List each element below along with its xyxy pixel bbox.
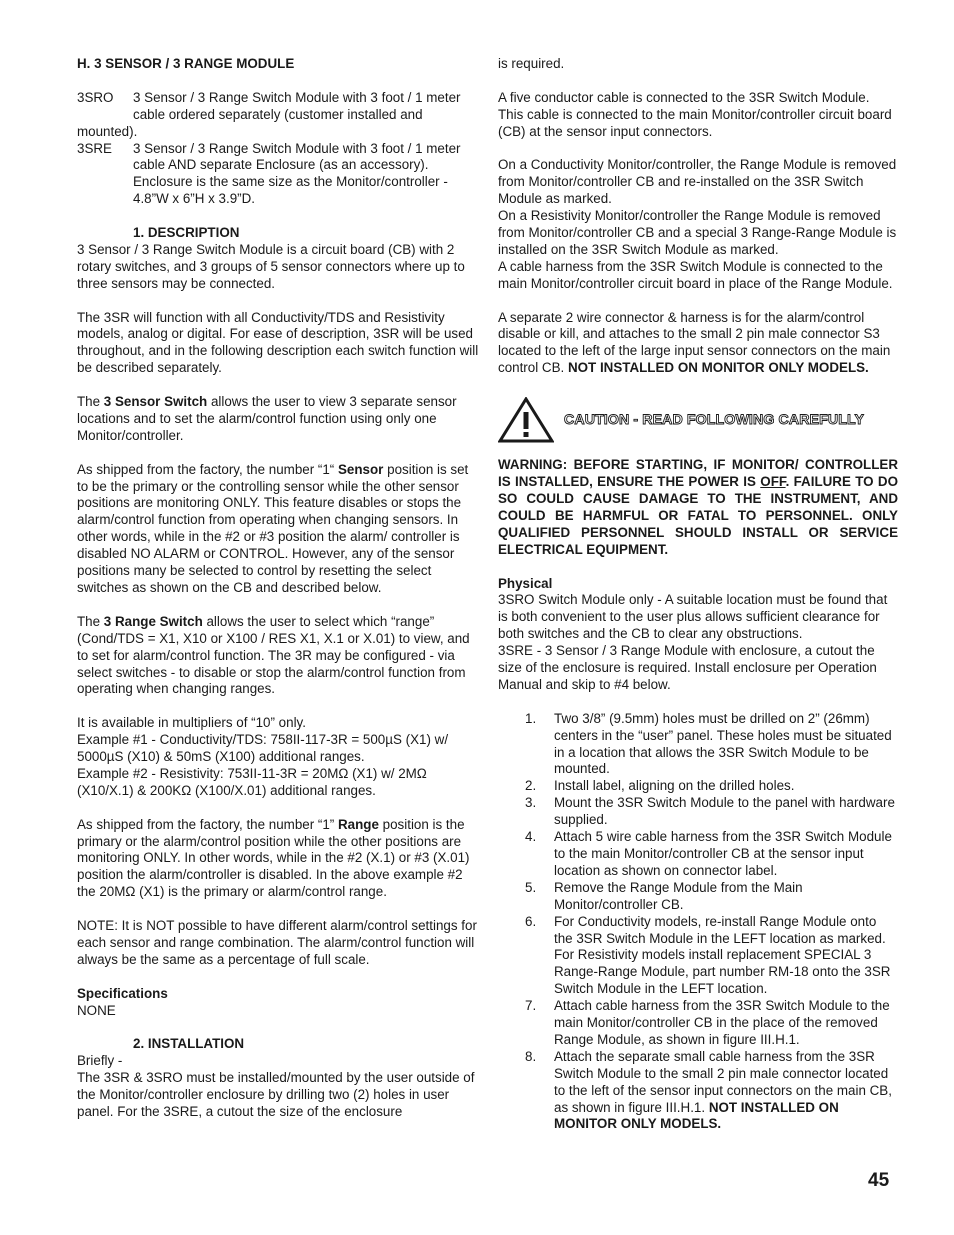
- specifications-value: NONE: [77, 1002, 116, 1018]
- sensor-term: Sensor: [338, 461, 384, 477]
- installation-briefly: Briefly -: [77, 1053, 123, 1069]
- installation-paragraph-continued: is required.: [498, 56, 565, 71]
- caution-title: CAUTION - READ FOLLOWING CAREFULLY: [564, 411, 865, 428]
- caution-banner: [498, 397, 898, 443]
- physical-paragraph-3sro: 3SRO Switch Module only - A suitable location must be found that is both convenient to the user plus allows sufficient clearance for both switches and the CB to clear any obstructions.: [498, 592, 888, 642]
- range-position-paragraph: As shipped from the factory, the number “1” Range position is the primary or the alarm/control position while the other positions are monitoring ONLY. In other words, while in the #2 (X.1) or #3 (X.01) position the alarm/controller is disabled. In the above example #2 the 20MΩ (X1) is the primary or alarm/control range.: [77, 816, 470, 900]
- harness-paragraph: A cable harness from the 3SR Switch Module is connected to the main Monitor/controller circuit board in place of the Range Module.: [498, 258, 893, 291]
- list-item: 7. Attach cable harness from the 3SR Switch Module to the main Monitor/controller CB in the place of the removed Range Module, as shown in figure III.H.1.: [525, 998, 890, 1047]
- off-emphasis: OFF: [760, 474, 786, 490]
- page-number: 45: [868, 1170, 890, 1191]
- model-description: 3 Sensor / 3 Range Switch Module with 3 foot / 1 meter cable ordered separately (customer installed and: [133, 89, 461, 122]
- section-title: H. 3 SENSOR / 3 RANGE MODULE: [77, 56, 295, 71]
- description-paragraph: 3 Sensor / 3 Range Switch Module is a circuit board (CB) with 2 rotary switches, and 3 groups of 5 sensor connectors where up to three sensors may be connected.: [77, 241, 465, 291]
- conductivity-paragraph: On a Conductivity Monitor/controller, the Range Module is removed from Monitor/controller CB and re-installed on the 3SR Switch Module as marked.: [498, 157, 897, 207]
- range-switch-paragraph: The 3 Range Switch allows the user to select which “range” (Cond/TDS = X1, X10 or X100 / RES X1, X.1 or X.01) to view, and to set for alarm/control function. The 3R may be configured - via select switches - to disable or stop the alarm/control function from operating when changing ranges.: [77, 613, 470, 697]
- alarm-connector-paragraph: A separate 2 wire connector & harness is for the alarm/control disable or kill, and attaches to the small 2 pin male connector S3 located to the left of the large input sensor connectors on the main control CB. NOT INSTALLED ON MONITOR ONLY MODELS.: [498, 309, 891, 376]
- resistivity-paragraph: On a Resistivity Monitor/controller the Range Module is removed from Monitor/controller CB and a special 3 Range-Range Module is installed on the 3SR Switch Module as marked.: [498, 208, 897, 257]
- multiplier-line: It is available in multipliers of “10” only.: [77, 715, 306, 731]
- sensor-position-paragraph: As shipped from the factory, the number “1“ Sensor position is set to be the primary or the controlling sensor while the other sensor positions are monitoring ONLY. This feature disables or stops the alarm/control function from operating when changing sensors. In other words, while in the #2 or #3 position the alarm/ controller is disabled NO ALARM or CONTROL. However, any of the sensor positions many be selected to control by resetting the select switches as shown on the CB and described below.: [77, 461, 469, 596]
- list-item: 4. Attach 5 wire cable harness from the 3SR Switch Module to the main Monitor/controller CB at the sensor input location as shown on connector label.: [525, 829, 892, 878]
- description-paragraph: The 3SR will function with all Conductivity/TDS and Resistivity models, analog or digital. For ease of description, 3SR will be used throughout, and in the following description each switch function will be described separately.: [77, 309, 479, 376]
- monitor-only-note: NOT INSTALLED ON MONITOR ONLY MODELS.: [567, 360, 869, 376]
- example-2: Example #2 - Resistivity: 753II-11-3R = 20MΩ (X1) w/ 2MΩ (X10/X.1) & 200KΩ (X100/X.01) additional ranges.: [77, 765, 427, 798]
- model-3sre: [77, 141, 479, 209]
- range-term: Range: [338, 816, 379, 832]
- model-description: 3 Sensor / 3 Range Switch Module with 3 foot / 1 meter cable AND separate Enclosure (as an accessory). Enclosure is the same size as the Monitor/controller - 4.8”W x 6”H x 3.9”D.: [133, 140, 461, 207]
- model-3sro: [77, 90, 479, 124]
- cable-paragraph: A five conductor cable is connected to the 3SR Switch Module. This cable is connected to the main Monitor/controller circuit board (CB) at the sensor input connectors.: [498, 89, 892, 139]
- list-item: 1. Two 3/8” (9.5mm) holes must be drilled on 2” (26mm) centers in the “user” panel. These holes must be situated in a location that allows the 3SR Switch Module to be mounted.: [525, 710, 892, 777]
- specifications-heading: Specifications: [77, 985, 168, 1001]
- list-item: 6. For Conductivity models, re-install Range Module onto the 3SR Switch Module in the LEFT location as marked. For Resistivity models install replacement SPECIAL 3 Range-Range Module, part number RM-18 onto the 3SR Switch Module in the LEFT location.: [525, 913, 891, 997]
- model-code: 3SRE: [77, 140, 112, 156]
- note-paragraph: NOTE: It is NOT possible to have different alarm/control settings for each sensor and range combination. The alarm/control function will always be the same as a percentage of full scale.: [77, 918, 477, 967]
- physical-paragraph-3sre: 3SRE - 3 Sensor / 3 Range Module with enclosure, a cutout the size of the enclosure is required. Install enclosure per Operation Manual and skip to #4 below.: [498, 643, 877, 692]
- sensor-switch-term: 3 Sensor Switch: [103, 394, 208, 410]
- list-item: 3. Mount the 3SR Switch Module to the panel with hardware supplied.: [525, 795, 895, 828]
- model-description-wrap: mounted).: [77, 123, 138, 139]
- model-code: 3SRO: [77, 89, 114, 105]
- list-item: 8. Attach the separate small cable harness from the 3SR Switch Module to the small 2 pin male connector located to the left of the sensor input connectors on the main CB, as shown in figure III.H.1. NOT INSTALLED ON MONITOR ONLY MODELS.: [525, 1048, 892, 1132]
- left-column: [77, 56, 479, 1121]
- installation-heading: 2. INSTALLATION: [133, 1036, 245, 1052]
- physical-heading: Physical: [498, 575, 553, 591]
- right-column: [498, 56, 898, 1133]
- range-switch-term: 3 Range Switch: [103, 613, 203, 629]
- sensor-switch-paragraph: The 3 Sensor Switch allows the user to view 3 separate sensor locations and to set the alarm/control function using only one Monitor/controller.: [77, 394, 457, 443]
- list-item: 2. Install label, aligning on the drilled holes.: [525, 778, 795, 794]
- installation-steps: [498, 711, 898, 1134]
- list-item: 5. Remove the Range Module from the Main Monitor/controller CB.: [525, 879, 803, 912]
- installation-paragraph: The 3SR & 3SRO must be installed/mounted by the user outside of the Monitor/controller enclosure by drilling two (2) holes in user panel. For the 3SRE, a cutout the size of the enclosure: [77, 1070, 475, 1120]
- example-1: Example #1 - Conductivity/TDS: 758II-117-3R = 500µS (X1) w/ 5000µS (X10) & 50mS (X100) additional ranges.: [77, 732, 449, 765]
- warning-triangle-icon: [498, 397, 554, 443]
- warning-paragraph: WARNING: BEFORE STARTING, IF MONITOR/ CONTROLLER IS INSTALLED, ENSURE THE POWER IS OFF. FAILURE TO DO SO COULD CAUSE DAMAGE TO THE INSTRUMENT, AND COULD BE HARMFUL OR FATAL TO PERSONNEL. ONLY QUALIFIED PERSONNEL SHOULD INSTALL OR SERVICE ELECTRICAL EQUIPMENT.: [498, 457, 898, 557]
- description-heading: 1. DESCRIPTION: [133, 225, 240, 241]
